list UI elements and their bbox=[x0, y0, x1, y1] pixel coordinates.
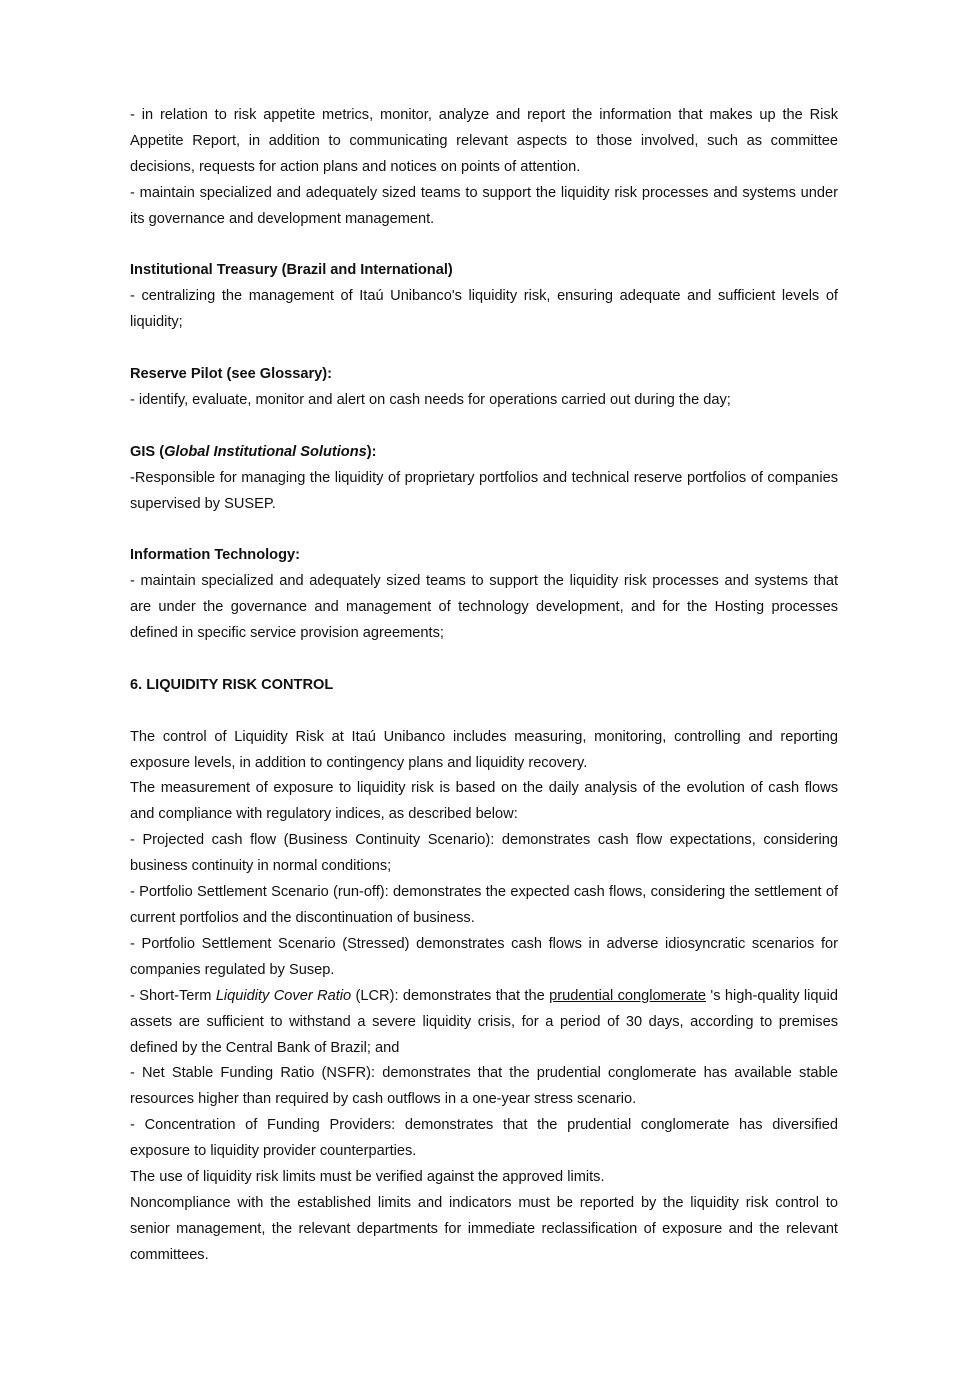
gis-paragraph: -Responsible for managing the liquidity of proprietary portfolios and technical reserve portfolios of companies supervised by SUSEP. bbox=[130, 469, 838, 512]
lcr-text-italic: Liquidity Cover Ratio bbox=[215, 987, 352, 1004]
treasury-paragraph: - centralizing the management of Itaú Unibanco's liquidity risk, ensuring adequate and sufficient levels of liquidity; bbox=[130, 288, 838, 331]
reserve-pilot-paragraph: - identify, evaluate, monitor and alert on cash needs for operations carried out during the day; bbox=[130, 391, 731, 408]
gis-heading bbox=[130, 440, 838, 466]
section-6-item-run-off: - Portfolio Settlement Scenario (run-off): demonstrates the expected cash flows, considering the settlement of current portfolios and the discontinuation of business. bbox=[130, 884, 838, 926]
section-6-paragraph-limits: The use of liquidity risk limits must be verified against the approved limits. bbox=[130, 1169, 605, 1186]
spacer bbox=[130, 517, 838, 543]
reserve-pilot-heading: Reserve Pilot (see Glossary): bbox=[130, 366, 332, 383]
lcr-text-b: (LCR): demonstrates that the bbox=[351, 987, 550, 1004]
section-6-paragraph-control: The control of Liquidity Risk at Itaú Unibanco includes measuring, monitoring, controlling and reporting exposure levels, in addition to contingency plans and liquidity recovery. bbox=[130, 728, 838, 771]
section-6-heading: 6. LIQUIDITY RISK CONTROL bbox=[130, 676, 334, 693]
intro-paragraph-risk-appetite: - in relation to risk appetite metrics, monitor, analyze and report the information that makes up the Risk Appetite Report, in addition to communicating relevant aspects to those involved, such as committee decisions, requests for action plans and notices on points of attention. bbox=[130, 107, 838, 175]
spacer bbox=[130, 647, 838, 673]
gis-heading-pre: GIS ( bbox=[130, 443, 165, 460]
section-6-item-nsfr: - Net Stable Funding Ratio (NSFR): demonstrates that the prudential conglomerate has available stable resources higher than required by cash outflows in a one-year stress scenario. bbox=[130, 1065, 838, 1108]
section-6-item-stressed: - Portfolio Settlement Scenario (Stressed) demonstrates cash flows in adverse idiosyncratic scenarios for companies regulated by Susep. bbox=[130, 935, 838, 978]
it-paragraph: - maintain specialized and adequately sized teams to support the liquidity risk processes and systems that are under the governance and management of technology development, and for the Hosting processes defined in specific service provision agreements; bbox=[130, 573, 838, 642]
prudential-conglomerate-underlined: prudential conglomerate bbox=[549, 987, 707, 1004]
treasury-heading: Institutional Treasury (Brazil and International) bbox=[130, 262, 453, 279]
document-page bbox=[130, 103, 838, 1269]
section-6-paragraph-noncompliance: Noncompliance with the established limits and indicators must be reported by the liquidity risk control to senior management, the relevant departments for immediate reclassification of exposure and the relevant committees. bbox=[130, 1194, 838, 1263]
lcr-text-a: - Short-Term bbox=[130, 987, 216, 1004]
section-6-item-funding-providers: - Concentration of Funding Providers: demonstrates that the prudential conglomerate has diversified exposure to liquidity provider counterparties. bbox=[130, 1117, 838, 1160]
spacer bbox=[130, 233, 838, 259]
gis-heading-italic: Global Institutional Solutions bbox=[164, 443, 367, 460]
spacer bbox=[130, 699, 838, 725]
section-6-item-projected-cash-flow: - Projected cash flow (Business Continuity Scenario): demonstrates cash flow expectations, considering business continuity in normal conditions; bbox=[130, 832, 838, 875]
spacer bbox=[130, 336, 838, 362]
spacer bbox=[130, 414, 838, 440]
section-6-item-lcr bbox=[130, 984, 838, 1062]
lcr-text-c: 's high-quality liquid assets are sufficient to withstand a severe liquidity crisis, for a period of 30 days, according to premises defined by the Central Bank of Brazil; and bbox=[130, 987, 838, 1056]
section-6-paragraph-measurement: The measurement of exposure to liquidity risk is based on the daily analysis of the evolution of cash flows and compliance with regulatory indices, as described below: bbox=[130, 780, 838, 823]
gis-heading-post: ): bbox=[366, 443, 377, 460]
it-heading: Information Technology: bbox=[130, 547, 300, 564]
intro-paragraph-teams: - maintain specialized and adequately sized teams to support the liquidity risk processes and systems under its governance and development management. bbox=[130, 184, 838, 227]
